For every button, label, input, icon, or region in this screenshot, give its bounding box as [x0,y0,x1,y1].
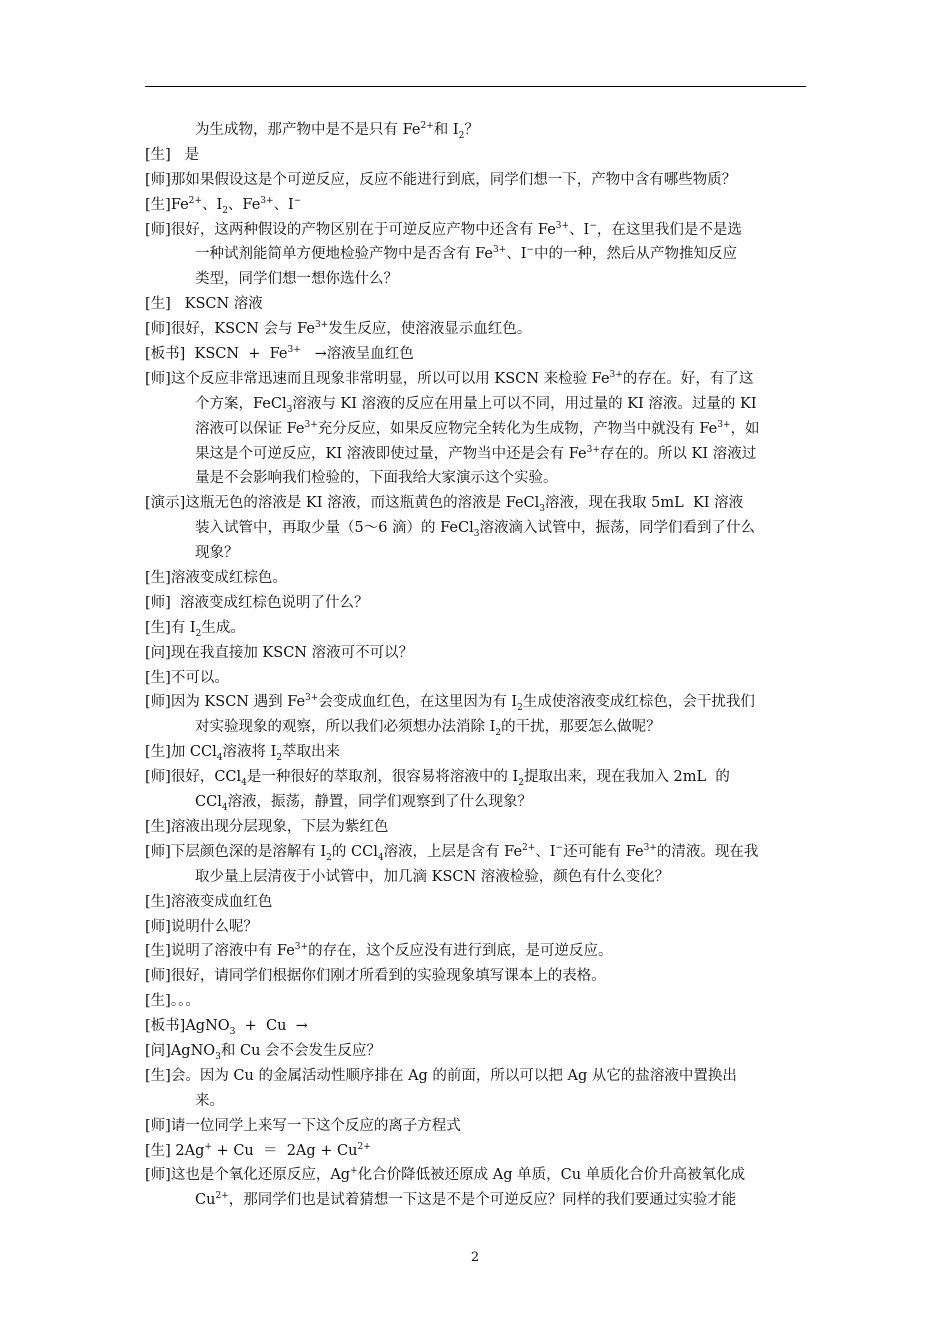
text-run: 溶液可以保证 Fe [195,420,305,437]
text-run: 、Fe [227,196,261,213]
text-run: 的干扰，那要怎么做呢？ [501,719,661,736]
text-run: 溶液，现在我取 5mL KI 溶液 [545,495,744,512]
text-line [145,367,810,392]
text-line [145,1139,810,1164]
superscript: 3+ [717,419,731,430]
text-run: ，如 [730,420,760,437]
text-run: + Cu ＝ 2Ag + Cu [211,1142,358,1159]
text-run: 还可能有 Fe [563,843,644,860]
text-run: 溶液，上层是含有 Fe [383,843,523,860]
text-line [145,1089,810,1114]
text-run: [生]Fe [145,196,189,213]
text-run: [生]溶液变成血红色 [145,893,273,910]
text-line [145,915,810,940]
page-number: 2 [470,1250,480,1265]
text-run: ，那同学们也是试着猜想一下这是不是个可逆反应？同样的我们要通过实验才能 [228,1192,737,1209]
text-run: [生]有 I [145,619,196,636]
subscript: 2 [276,753,283,764]
text-line [145,242,810,267]
text-run: 、I [535,843,556,860]
subscript: 4 [216,753,223,764]
text-run: ？ [464,122,479,138]
text-line [145,442,810,467]
text-run: 发生反应，使溶液显示血红色。 [328,321,532,338]
text-run: [生]会。因为 Cu 的金属活动性顺序排在 Ag 的前面，所以可以把 Ag 从它的盐溶液中置换出 [145,1067,737,1084]
text-line [145,840,810,865]
subscript: 3 [215,1051,221,1062]
text-run: 取少量上层清夜于小试管中，加几滴 KSCN 溶液检验，颜色有什么变化？ [195,868,670,885]
text-line [145,765,810,790]
text-run: 现象？ [195,545,239,562]
text-run: [问]AgNO [145,1042,216,1059]
text-line [145,715,810,740]
text-run: 一种试剂能简单方便地检验产物中是否含有 Fe [195,246,493,263]
text-run: [师]那如果假设这是个可逆反应，反应不能进行到底，同学们想一下，产物中含有哪些物质？ [145,171,737,188]
text-run: [师]请一位同学上来写一下这个反应的离子方程式 [145,1117,461,1134]
text-run: 溶液与 KI 溶液的反应在用量上可以不同，用过量的 KI 溶液。过量的 KI [292,395,757,412]
superscript: 3+ [260,195,274,206]
subscript: 4 [221,802,228,813]
superscript: − [589,220,597,231]
superscript: 2+ [188,195,202,206]
superscript: 2+ [357,1141,371,1152]
text-line [145,740,810,765]
superscript: 3+ [609,370,623,381]
text-run: [师] 溶液变成红棕色说明了什么？ [145,594,369,611]
superscript: 3+ [305,693,319,704]
text-line [145,566,810,591]
text-run: 溶液将 I [222,744,277,761]
text-run: 是一种很好的萃取剂，很容易将溶液中的 I [246,769,519,786]
text-line [145,790,810,815]
text-run: 类型，同学们想一想你选什么？ [195,271,398,288]
text-line [145,118,810,143]
text-run: 萃取出来 [282,744,341,761]
text-run: 的存在。好，有了这 [622,370,754,387]
text-run: 溶液，振荡，静置，同学们观察到了什么现象？ [227,794,533,811]
text-line [145,616,810,641]
text-run: [板书]AgNO [145,1018,230,1035]
text-run: 和 I [433,122,459,138]
text-run: [师]很好，这两种假设的产物区别在于可逆反应产物中还含有 Fe [145,221,556,238]
text-run: CCl [195,794,222,811]
text-line [145,939,810,964]
text-line [145,143,810,168]
text-run: 的清液。现在我 [656,843,759,860]
text-run: [师]说明什么呢？ [145,918,258,935]
subscript: 2 [517,703,523,714]
text-run: 对实验现象的观察，所以我们必须想办法消除 I [195,719,496,736]
text-run: →溶液呈血红色 [300,346,414,363]
document-body [145,118,810,1213]
superscript: + [350,1166,358,1177]
subscript: 4 [377,852,384,863]
text-line [145,392,810,417]
text-run: 的存在，这个反应没有进行到底，是可逆反应。 [308,943,613,960]
superscript: − [526,245,535,256]
subscript: 2 [222,205,228,216]
subscript: 2 [495,728,502,739]
text-line [145,417,810,442]
text-run: [师]下层颜色深的是溶解有 I [145,843,327,860]
text-run: [师]很好，KSCN 会与 Fe [145,321,315,338]
text-run: 量是不会影响我们检验的，下面我给大家演示这个实验。 [195,470,558,487]
text-line [145,1039,810,1064]
superscript: 3+ [294,942,309,953]
text-line [145,292,810,317]
text-run: ，在这里我们是不是选 [596,221,742,238]
text-line [145,193,810,218]
text-run: 为生成物，那产物中是不是只有 Fe [195,122,421,138]
text-line [145,1188,810,1213]
text-run: [演示]这瓶无色的溶液是 KI 溶液，而这瓶黄色的溶液是 FeCl [145,495,540,512]
text-run: 生成使溶液变成红棕色，会干扰我们 [522,694,755,711]
header-rule [145,86,806,87]
text-run: 来。 [195,1092,224,1109]
text-line [145,690,810,715]
text-line [145,317,810,342]
superscript: 3+ [586,444,600,455]
text-run: 生成。 [201,619,245,636]
text-run: [生] 2Ag [145,1142,205,1159]
text-line [145,1163,810,1188]
text-run: [生]溶液变成红棕色。 [145,570,287,587]
superscript: − [555,843,564,853]
text-line [145,267,810,292]
subscript: 3 [286,404,293,415]
text-run: 的 CCl [331,843,378,860]
text-line [145,964,810,989]
superscript: 2+ [215,1191,229,1202]
subscript: 4 [241,778,247,789]
text-run: 会变成血红色，在这里因为有 I [318,694,518,711]
text-run: [生]。。。 [145,993,200,1010]
text-run: [生] KSCN 溶液 [145,296,263,313]
text-run: 个方案，FeCl [195,395,287,412]
text-run: [板书] KSCN + Fe [145,346,288,363]
text-run: [生] 是 [145,146,200,163]
text-run: 化合价降低被还原成 Ag 单质，Cu 单质化合价升高被氧化成 [357,1167,746,1184]
superscript: 3+ [492,245,507,256]
subscript: 2 [518,778,524,789]
text-run: 中的一种，然后从产物推知反应 [534,246,738,263]
text-line [145,516,810,541]
text-run: 、I [273,196,294,213]
text-line [145,641,810,666]
text-line [145,989,810,1014]
text-run: 充分反应，如果反应物完全转化为生成物，产物当中就没有 Fe [317,420,718,437]
text-line [145,666,810,691]
superscript: 2+ [420,121,434,132]
superscript: − [293,195,302,206]
text-run: 存在的。所以 KI 溶液过 [599,445,757,462]
text-run: [师]很好，请同学们根据你们刚才所看到的实验现象填写课本上的表格。 [145,968,606,985]
text-run: + Cu → [235,1018,308,1035]
superscript: 2+ [522,843,536,853]
text-line [145,890,810,915]
text-line [145,591,810,616]
text-line [145,218,810,243]
text-line [145,1064,810,1089]
text-line [145,342,810,367]
text-line [145,865,810,890]
text-run: [生]溶液出现分层现象，下层为紫红色 [145,818,389,835]
text-line [145,1014,810,1039]
text-run: [师]因为 KSCN 遇到 Fe [145,694,306,711]
text-run: [师]这个反应非常迅速而且现象非常明显，所以可以用 KSCN 来检验 Fe [145,370,610,387]
text-run: 果这是个可逆反应，KI 溶液即使过量，产物当中还是会有 Fe [195,445,587,462]
superscript: 3+ [314,320,329,331]
text-run: [生]不可以。 [145,669,229,686]
text-line [145,466,810,491]
text-run: [师]很好，CCl [145,769,242,786]
subscript: 3 [229,1026,236,1037]
text-run: 、I [569,221,590,238]
superscript: 3+ [643,843,657,853]
text-run: 装入试管中，再取少量（5～6 滴）的 FeCl [195,520,474,537]
text-run: 和 Cu 会不会发生反应？ [220,1042,382,1059]
text-run: 提取出来，现在我加入 2mL 的 [523,769,730,786]
text-run: 、I [506,246,527,263]
subscript: 2 [326,852,332,863]
subscript: 3 [473,529,480,540]
text-line [145,168,810,193]
superscript: 3+ [555,220,570,231]
text-run: 溶液滴入试管中，振荡，同学们看到了什么 [479,520,755,537]
text-run: [生]说明了溶液中有 Fe [145,943,295,960]
text-line [145,1114,810,1139]
text-run: [生]加 CCl [145,744,217,761]
text-line [145,815,810,840]
subscript: 3 [539,504,546,515]
subscript: 2 [195,628,202,639]
superscript: + [204,1141,212,1152]
text-line [145,491,810,516]
superscript: 3+ [287,345,301,356]
superscript: 3+ [304,419,318,430]
subscript: 2 [458,130,465,141]
text-run: [问]现在我直接加 KSCN 溶液可不可以？ [145,644,414,661]
text-line [145,541,810,566]
text-run: [师]这也是个氧化还原反应，Ag [145,1167,351,1184]
text-run: Cu [195,1192,216,1209]
text-run: 、I [201,196,223,213]
